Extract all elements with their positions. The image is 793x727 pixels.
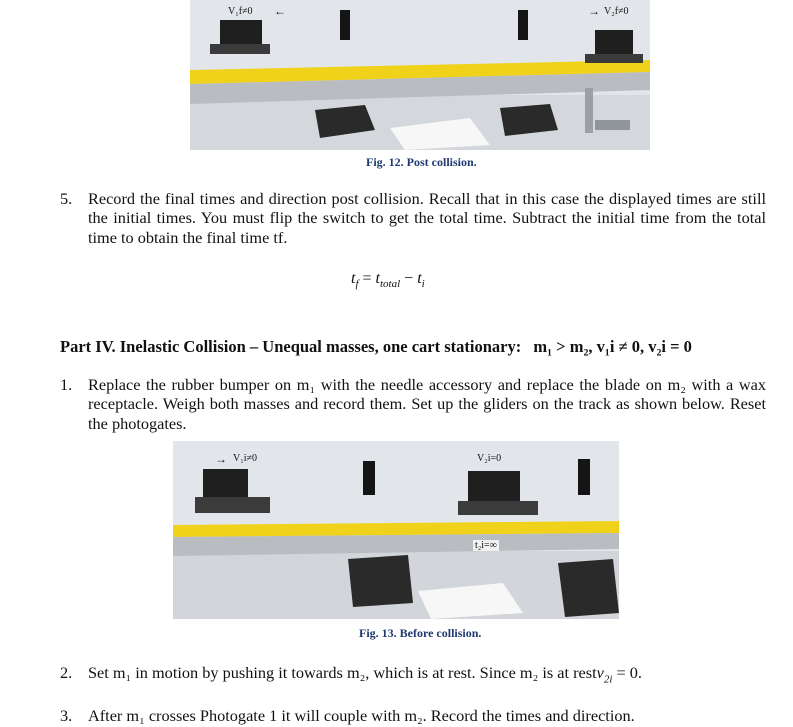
glider1-flag xyxy=(203,469,248,497)
label-v2f: V₂f≠0 xyxy=(604,6,629,17)
label-v1f: V₁f≠0 xyxy=(228,6,253,17)
part4-condition: m₁ > m₂, v₁i ≠ 0, v₂i = 0 xyxy=(533,337,692,356)
label-v2i: V₂i=0 xyxy=(477,453,502,464)
step5-text: Record the final times and direction post collision. Recall that in this case the displayed times are still the initial times. You must flip the switch to get the total time. Subtract the initial time from the total time to obtain the final time tf. xyxy=(88,189,766,247)
glider1 xyxy=(210,44,270,54)
step2-number: 2. xyxy=(60,663,73,682)
step2-text: Set m₁ in motion by pushing it towards m₂, which is at rest. Since m₂ is at rest xyxy=(88,663,597,682)
photogate2 xyxy=(578,459,590,495)
eq-sub-i: i xyxy=(421,278,425,291)
step5-number: 5. xyxy=(60,189,73,208)
part4-heading xyxy=(60,337,692,357)
step1-number: 1. xyxy=(60,375,73,394)
label-v1i: V₁i≠0 xyxy=(233,453,257,464)
timer1 xyxy=(348,555,413,607)
step2-math-eq: = 0. xyxy=(612,663,642,682)
fig13-photo xyxy=(173,441,619,619)
glider2 xyxy=(458,501,538,515)
step5-paragraph xyxy=(60,189,766,247)
step3-paragraph xyxy=(60,706,766,725)
fig12-photo xyxy=(190,0,650,150)
step1-text: Replace the rubber bumper on m₁ with the needle accessory and replace the blade on m₂ with a wax receptacle. Weigh both masses and record them. Set up the gliders on the track as shown below. Reset the photogates. xyxy=(88,375,766,433)
photogate1 xyxy=(363,461,375,495)
glider2-flag xyxy=(595,30,633,54)
step3-text: After m₁ crosses Photogate 1 it will couple with m₂. Record the times and direction. xyxy=(88,706,635,725)
eq-sub-total: total xyxy=(380,278,401,291)
eq-t-total: t xyxy=(375,270,380,287)
glider2 xyxy=(585,54,643,63)
glider1-flag xyxy=(220,20,262,44)
arrow-left-icon: ← xyxy=(274,4,286,18)
step2-math-v: v xyxy=(596,663,604,682)
eq-t: t xyxy=(351,270,356,287)
arrow-right-icon: → xyxy=(588,4,600,18)
fig12-caption: Fig. 12. Post collision. xyxy=(366,155,477,169)
equation-tf xyxy=(351,270,425,290)
eq-sub-f: f xyxy=(355,278,359,291)
photogate1 xyxy=(340,10,350,40)
timer2 xyxy=(558,559,619,617)
arrow-right-icon: → xyxy=(215,452,227,466)
eq-equals: = xyxy=(362,270,372,287)
part4-title: Part IV. Inelastic Collision – Unequal masses, one cart stationary: xyxy=(60,337,522,356)
eq-minus: − xyxy=(404,270,414,287)
step3-number: 3. xyxy=(60,706,73,725)
step1-paragraph xyxy=(60,375,766,433)
eq-t-i: t xyxy=(417,270,422,287)
photogate2 xyxy=(518,10,528,40)
glider2-flag xyxy=(468,471,520,501)
label-t2i: t₂i=∞ xyxy=(475,540,497,551)
glider1 xyxy=(195,497,270,513)
fig13-caption: Fig. 13. Before collision. xyxy=(359,626,482,640)
fig13-scene xyxy=(173,441,619,619)
fig12-scene xyxy=(190,0,650,150)
step2-paragraph xyxy=(60,663,766,690)
step2-math-sub: 2i xyxy=(603,673,613,686)
